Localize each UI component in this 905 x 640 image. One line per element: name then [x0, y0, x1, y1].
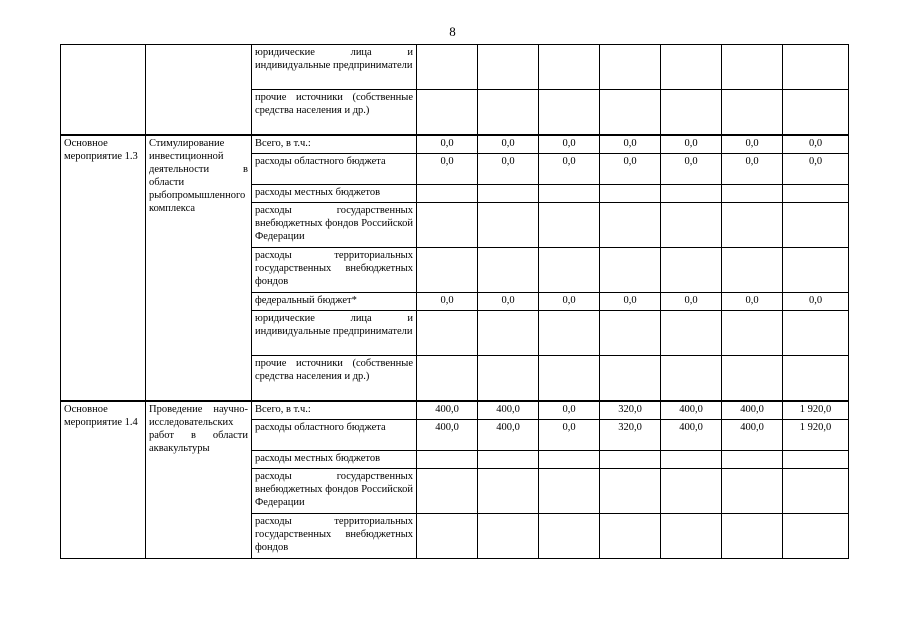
- value-cell: [661, 451, 722, 469]
- value-cell: [539, 248, 600, 293]
- value-cell: [722, 45, 783, 90]
- source-territorial-funds: расходы территориальных государственных внебюджетных фондов: [252, 248, 417, 293]
- value-cell: [600, 311, 661, 356]
- value-cell: [478, 356, 539, 402]
- value-cell: 0,0: [722, 293, 783, 311]
- value-cell: 400,0: [722, 420, 783, 451]
- measure-label: Основное мероприятие 1.4: [61, 401, 146, 559]
- value-cell: 0,0: [783, 135, 849, 154]
- value-cell: [539, 356, 600, 402]
- value-cell: 0,0: [417, 293, 478, 311]
- value-cell: [417, 90, 478, 136]
- value-cell: [478, 311, 539, 356]
- source-legal-entities: юридические лица и индивидуальные предприниматели: [252, 45, 417, 90]
- source-territorial-funds: расходы территориальных государственных внебюджетных фондов: [252, 514, 417, 559]
- value-cell: [600, 185, 661, 203]
- value-cell: 1 920,0: [783, 401, 849, 420]
- value-cell: [661, 185, 722, 203]
- table-row: [61, 135, 849, 154]
- value-cell: [783, 356, 849, 402]
- measure-description-cell: [146, 45, 252, 136]
- value-cell: 0,0: [783, 293, 849, 311]
- source-regional-budget: расходы областного бюджета: [252, 420, 417, 451]
- value-cell: 0,0: [417, 154, 478, 185]
- value-cell: [783, 45, 849, 90]
- value-cell: [478, 90, 539, 136]
- value-cell: 0,0: [661, 154, 722, 185]
- value-cell: 0,0: [417, 135, 478, 154]
- value-cell: [417, 185, 478, 203]
- value-cell: [478, 45, 539, 90]
- value-cell: [478, 203, 539, 248]
- value-cell: 0,0: [600, 154, 661, 185]
- source-local-budgets: расходы местных бюджетов: [252, 451, 417, 469]
- value-cell: [661, 356, 722, 402]
- value-cell: [600, 45, 661, 90]
- value-cell: 0,0: [600, 135, 661, 154]
- value-cell: [539, 185, 600, 203]
- value-cell: [661, 514, 722, 559]
- value-cell: [539, 311, 600, 356]
- measure-description: Проведение научно-исследовательских работ в области аквакультуры: [146, 401, 252, 559]
- value-cell: [783, 469, 849, 514]
- value-cell: [783, 514, 849, 559]
- value-cell: 400,0: [661, 420, 722, 451]
- value-cell: [478, 451, 539, 469]
- value-cell: [722, 469, 783, 514]
- value-cell: 1 920,0: [783, 420, 849, 451]
- value-cell: [539, 469, 600, 514]
- source-state-funds: расходы государственных внебюджетных фондов Российской Федерации: [252, 203, 417, 248]
- value-cell: 0,0: [539, 135, 600, 154]
- value-cell: 400,0: [417, 420, 478, 451]
- value-cell: 400,0: [417, 401, 478, 420]
- value-cell: [539, 90, 600, 136]
- page-number: 8: [449, 24, 456, 39]
- value-cell: [539, 451, 600, 469]
- value-cell: [478, 469, 539, 514]
- value-cell: [417, 311, 478, 356]
- value-cell: 0,0: [478, 154, 539, 185]
- source-state-funds: расходы государственных внебюджетных фондов Российской Федерации: [252, 469, 417, 514]
- value-cell: [417, 514, 478, 559]
- value-cell: [600, 514, 661, 559]
- source-legal-entities: юридические лица и индивидуальные предприниматели: [252, 311, 417, 356]
- value-cell: [722, 356, 783, 402]
- value-cell: 0,0: [539, 420, 600, 451]
- value-cell: [783, 185, 849, 203]
- value-cell: 400,0: [478, 401, 539, 420]
- value-cell: [417, 248, 478, 293]
- value-cell: 0,0: [722, 154, 783, 185]
- measure-label: Основное мероприятие 1.3: [61, 135, 146, 401]
- value-cell: [417, 451, 478, 469]
- value-cell: [783, 451, 849, 469]
- value-cell: [539, 514, 600, 559]
- value-cell: [539, 203, 600, 248]
- value-cell: [661, 311, 722, 356]
- value-cell: 0,0: [661, 135, 722, 154]
- value-cell: [478, 248, 539, 293]
- source-local-budgets: расходы местных бюджетов: [252, 185, 417, 203]
- source-other: прочие источники (собственные средства населения и др.): [252, 356, 417, 402]
- source-federal-budget: федеральный бюджет*: [252, 293, 417, 311]
- source-total: Всего, в т.ч.:: [252, 401, 417, 420]
- value-cell: [600, 90, 661, 136]
- value-cell: [661, 45, 722, 90]
- table-row: [61, 401, 849, 420]
- value-cell: [722, 514, 783, 559]
- value-cell: [478, 514, 539, 559]
- value-cell: 0,0: [539, 293, 600, 311]
- source-regional-budget: расходы областного бюджета: [252, 154, 417, 185]
- value-cell: [661, 248, 722, 293]
- value-cell: 0,0: [722, 135, 783, 154]
- value-cell: 400,0: [661, 401, 722, 420]
- value-cell: [417, 45, 478, 90]
- value-cell: [722, 185, 783, 203]
- value-cell: 0,0: [478, 293, 539, 311]
- value-cell: [722, 203, 783, 248]
- value-cell: 0,0: [539, 154, 600, 185]
- value-cell: 400,0: [478, 420, 539, 451]
- value-cell: [783, 203, 849, 248]
- table-row: [61, 45, 849, 90]
- value-cell: [783, 90, 849, 136]
- value-cell: [722, 311, 783, 356]
- value-cell: [600, 203, 661, 248]
- value-cell: [600, 451, 661, 469]
- value-cell: [600, 469, 661, 514]
- value-cell: 400,0: [722, 401, 783, 420]
- value-cell: [417, 469, 478, 514]
- measure-description: Стимулирование инвестиционной деятельности в области рыбопромышленного комплекса: [146, 135, 252, 401]
- value-cell: 320,0: [600, 401, 661, 420]
- value-cell: [783, 248, 849, 293]
- value-cell: [539, 45, 600, 90]
- value-cell: 0,0: [539, 401, 600, 420]
- value-cell: 0,0: [478, 135, 539, 154]
- value-cell: [661, 469, 722, 514]
- value-cell: [722, 248, 783, 293]
- source-other: прочие источники (собственные средства населения и др.): [252, 90, 417, 136]
- value-cell: [661, 203, 722, 248]
- value-cell: [600, 356, 661, 402]
- value-cell: [783, 311, 849, 356]
- value-cell: 0,0: [783, 154, 849, 185]
- value-cell: [722, 90, 783, 136]
- budget-table: [60, 44, 849, 559]
- value-cell: [417, 356, 478, 402]
- value-cell: 320,0: [600, 420, 661, 451]
- value-cell: [478, 185, 539, 203]
- measure-label-cell: [61, 45, 146, 136]
- value-cell: [417, 203, 478, 248]
- value-cell: 0,0: [600, 293, 661, 311]
- source-total: Всего, в т.ч.:: [252, 135, 417, 154]
- value-cell: 0,0: [661, 293, 722, 311]
- value-cell: [661, 90, 722, 136]
- value-cell: [600, 248, 661, 293]
- value-cell: [722, 451, 783, 469]
